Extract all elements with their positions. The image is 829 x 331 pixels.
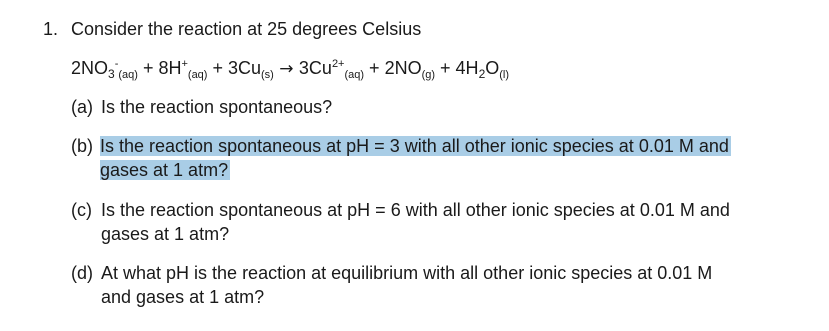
product-copper-ion-charge: 2+ <box>331 58 345 70</box>
part-b-text-line2[interactable]: gases at 1 atm? <box>100 160 229 180</box>
part-c-label: (c) <box>71 200 92 220</box>
plus-sign: + <box>435 58 456 78</box>
reactant-nitrate-charge: - <box>114 58 119 70</box>
part-b-text-line1[interactable]: Is the reaction spontaneous at pH = 3 with all other ionic species at 0.01 M and <box>100 136 729 156</box>
reactant-copper-phase: (s) <box>261 69 274 81</box>
product-water-formula: 4H <box>455 58 479 78</box>
reactant-nitrate-formula: 2NO <box>71 58 109 78</box>
part-c-text-line2: gases at 1 atm? <box>101 224 230 244</box>
reactant-copper <box>227 58 274 81</box>
product-no-phase: (g) <box>421 69 436 81</box>
product-water <box>455 58 510 81</box>
product-water-oxygen: O <box>485 58 500 78</box>
reactant-hydrogen-phase: (aq) <box>187 69 208 81</box>
reactant-nitrate-phase: (aq) <box>118 69 138 81</box>
product-water-subscript: 2 <box>478 67 486 81</box>
plus-sign: + <box>364 58 385 78</box>
question-number: 1. <box>43 19 59 39</box>
product-copper-ion <box>298 58 365 81</box>
reaction-equation <box>71 56 509 81</box>
reaction-arrow-icon: → <box>273 59 299 79</box>
plus-sign: + <box>137 58 159 78</box>
reactant-nitrate <box>71 58 138 81</box>
product-no <box>384 58 436 81</box>
part-d-label: (d) <box>71 263 93 283</box>
part-a-text: Is the reaction spontaneous? <box>101 97 333 117</box>
reactant-nitrate-subscript: 3 <box>108 67 115 81</box>
part-a-label: (a) <box>71 97 93 117</box>
product-water-phase: (l) <box>499 69 510 81</box>
part-d-text-line1: At what pH is the reaction at equilibrium with all other ionic species at 0.01 M <box>101 263 713 283</box>
reactant-hydrogen-charge: + <box>181 58 188 70</box>
part-b-label: (b) <box>71 136 93 156</box>
product-copper-ion-phase: (aq) <box>344 69 365 81</box>
reactant-hydrogen <box>158 58 208 81</box>
reactant-copper-formula: 3Cu <box>227 58 262 78</box>
product-copper-ion-formula: 3Cu <box>298 58 332 78</box>
question-prompt: Consider the reaction at 25 degrees Celsius <box>71 19 422 39</box>
reactant-hydrogen-formula: 8H <box>158 58 182 78</box>
part-c-text-line1: Is the reaction spontaneous at pH = 6 with all other ionic species at 0.01 M and <box>101 200 730 220</box>
part-d-text-line2: and gases at 1 atm? <box>101 287 265 307</box>
product-no-formula: 2NO <box>384 58 422 78</box>
plus-sign: + <box>207 58 228 78</box>
